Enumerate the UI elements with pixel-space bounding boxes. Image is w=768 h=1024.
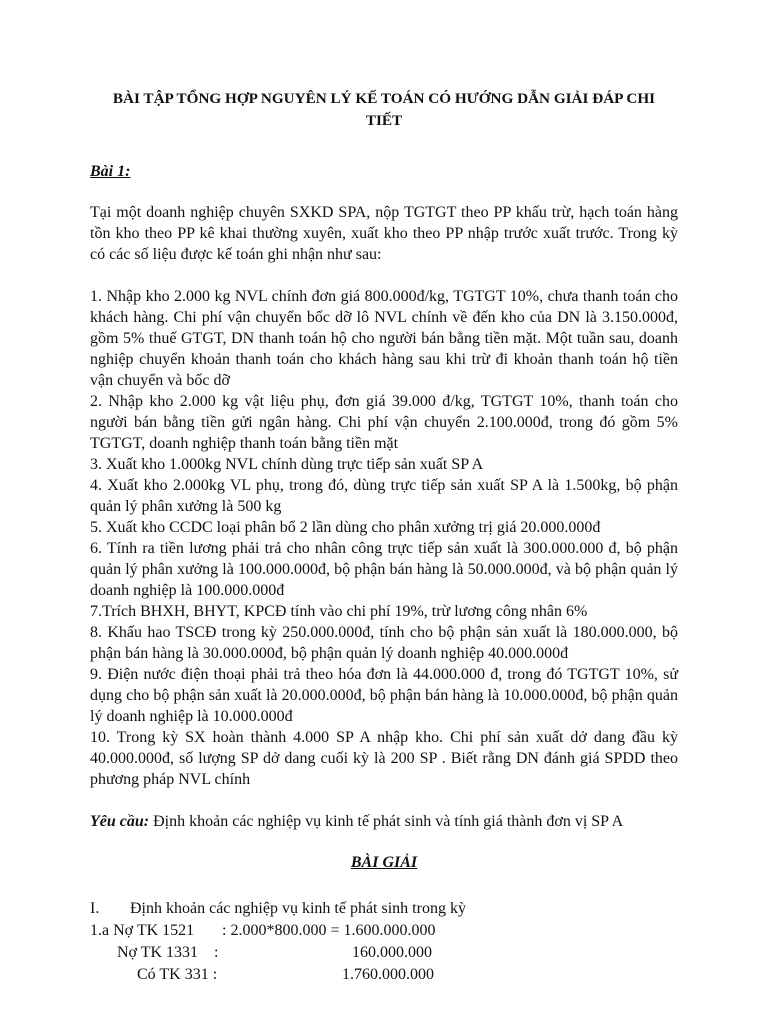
task-item: 9. Điện nước điện thoại phải trả theo hóa đơn là 44.000.000 đ, trong đó TGTGT 10%, sử dụng cho bộ phận sản xuất là 20.000.000đ, bộ phận bán hàng là 10.000.000đ, bộ phận quản lý doanh nghiệp là 10.000.000đ (90, 666, 678, 725)
task-item: 6. Tính ra tiền lương phải trả cho nhân công trực tiếp sản xuất là 300.000.000 đ, bộ phận quản lý phân xưởng là 100.000.000đ, bộ phận bán hàng là 50.000.000đ, và bộ phận quản lý doanh nghiệp là 100.000.000đ (90, 540, 678, 599)
journal-entry-row (90, 920, 678, 942)
requirement-paragraph (90, 811, 678, 832)
journal-entries (90, 920, 678, 986)
task-item: 7.Trích BHXH, BHYT, KPCĐ tính vào chi phí 19%, trừ lương công nhân 6% (90, 603, 588, 620)
entry-formula: : (214, 944, 219, 961)
task-item: 3. Xuất kho 1.000kg NVL chính dùng trực tiếp sản xuất SP A (90, 456, 484, 473)
entry-formula: : 2.000*800.000 = 1.600.000.000 (222, 922, 436, 939)
section-title: Định khoản các nghiệp vụ kinh tế phát sinh trong kỳ (130, 900, 466, 917)
task-item: 4. Xuất kho 2.000kg VL phụ, trong đó, dùng trực tiếp sản xuất SP A là 1.500kg, bộ phận quản lý phân xưởng là 500 kg (90, 477, 678, 515)
section-number: I. (90, 900, 100, 917)
entry-account: Có TK 331 : (137, 966, 218, 983)
document-title: BÀI TẬP TỔNG HỢP NGUYÊN LÝ KẾ TOÁN CÓ HƯỚNG DẪN GIẢI ĐÁP CHI TIẾT (112, 90, 656, 129)
journal-entry-row (90, 964, 678, 986)
task-item: 1. Nhập kho 2.000 kg NVL chính đơn giá 800.000đ/kg, TGTGT 10%, chưa thanh toán cho khách hàng. Chi phí vận chuyển bốc dỡ lô NVL chính về đến kho của DN là 3.150.000đ, gồm 5% thuế GTGT, DN thanh toán hộ cho người bán bằng tiền mặt. Một tuần sau, doanh nghiệp chuyển khoản thanh toán cho khách hàng sau khi trừ đi khoản thanh toán hộ tiền vận chuyển và bốc dỡ (90, 288, 678, 389)
journal-entry-row (90, 942, 678, 964)
requirement-text: Định khoản các nghiệp vụ kinh tế phát sinh và tính giá thành đơn vị SP A (149, 813, 624, 830)
task-item: 10. Trong kỳ SX hoàn thành 4.000 SP A nhập kho. Chi phí sản xuất dở dang đầu kỳ 40.000.000đ, số lượng SP dở dang cuối kỳ là 200 SP . Biết rằng DN đánh giá SPDD theo phương pháp NVL chính (90, 729, 678, 788)
entry-account: 1.a Nợ TK 1521 (90, 922, 195, 939)
task-item: 2. Nhập kho 2.000 kg vật liệu phụ, đơn giá 39.000 đ/kg, TGTGT 10%, thanh toán cho người bán bằng tiền gửi ngân hàng. Chi phí vận chuyển 2.100.000đ, trong đó gồm 5% TGTGT, doanh nghiệp thanh toán bằng tiền mặt (90, 393, 678, 452)
entry-account: Nợ TK 1331 (117, 944, 199, 961)
entry-amount: 1.760.000.000 (342, 966, 434, 983)
intro-paragraph: Tại một doanh nghiệp chuyên SXKD SPA, nộp TGTGT theo PP khấu trừ, hạch toán hàng tồn kho theo PP kê khai thường xuyên, xuất kho theo PP nhập trước xuất trước. Trong kỳ có các số liệu được kế toán ghi nhận như sau: (90, 204, 678, 263)
requirement-label: Yêu cầu: (90, 813, 150, 830)
entry-amount: 160.000.000 (352, 944, 432, 961)
exercise-label: Bài 1: (90, 163, 131, 180)
solution-section-heading (90, 898, 678, 920)
task-list (90, 286, 678, 790)
solution-heading: BÀI GIẢI (350, 854, 418, 871)
task-item: 5. Xuất kho CCDC loại phân bổ 2 lần dùng cho phân xưởng trị giá 20.000.000đ (90, 519, 601, 536)
task-item: 8. Khấu hao TSCĐ trong kỳ 250.000.000đ, tính cho bộ phận sản xuất là 180.000.000, bộ phận bán hàng là 30.000.000đ, bộ phận quản lý doanh nghiệp 40.000.000đ (90, 624, 678, 662)
